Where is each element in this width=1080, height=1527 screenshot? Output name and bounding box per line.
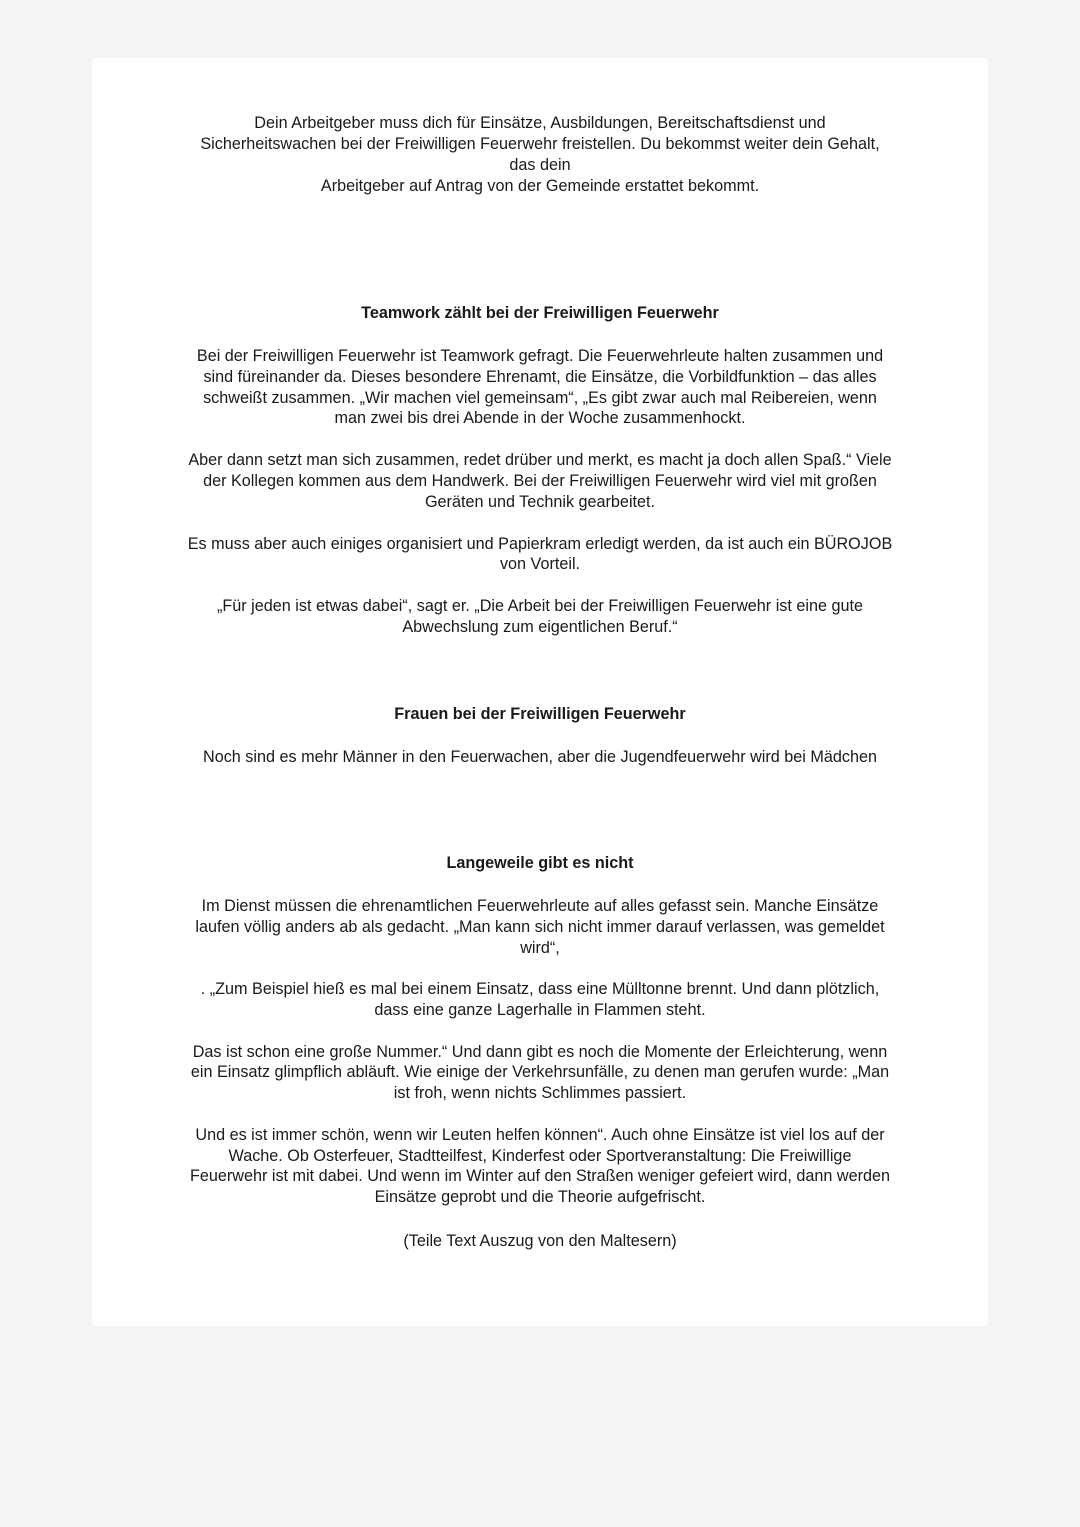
teamwork-p2-line-2: der Kollegen kommen aus dem Handwerk. Bei der Freiwilligen Feuerwehr wird viel mit großen [203,472,877,490]
intro-line-2: Sicherheitswachen bei der Freiwilligen Feuerwehr freistellen. Du bekommst weiter dein Gehalt, [200,135,880,153]
intro-line-1: Dein Arbeitgeber muss dich für Einsätze, Ausbildungen, Bereitschaftsdienst und [254,114,826,132]
teamwork-p3-line-1: Es muss aber auch einiges organisiert und Papierkram erledigt werden, da ist auch ein BÜROJOB [187,535,893,553]
langeweile-p4-line-2: Wache. Ob Osterfeuer, Stadtteilfest, Kinderfest oder Sportveranstaltung: Die Freiwillige [228,1147,852,1165]
langeweile-p2-line-2: dass eine ganze Lagerhalle in Flammen steht. [374,1001,706,1019]
intro-line-3: das dein [509,156,571,174]
teamwork-p1-line-4: man zwei bis drei Abende in der Woche zusammenhockt. [334,409,746,427]
section-heading-frauen: Frauen bei der Freiwilligen Feuerwehr [394,705,686,723]
section-heading-teamwork: Teamwork zählt bei der Freiwilligen Feuerwehr [361,304,719,322]
langeweile-p3-line-3: ist froh, wenn nichts Schlimmes passiert. [393,1084,687,1102]
langeweile-p4-line-4: Einsätze geprobt und die Theorie aufgefrischt. [374,1188,706,1206]
teamwork-p1-line-2: sind füreinander da. Dieses besondere Ehrenamt, die Einsätze, die Vorbildfunktion – das alles [203,368,877,386]
frauen-p1-line-1: Noch sind es mehr Männer in den Feuerwachen, aber die Jugendfeuerwehr wird bei Mädchen [203,748,877,766]
langeweile-p4-line-1: Und es ist immer schön, wenn wir Leuten helfen können“. Auch ohne Einsätze ist viel los auf der [195,1126,885,1144]
intro-line-4: Arbeitgeber auf Antrag von der Gemeinde erstattet bekommt. [320,177,760,195]
langeweile-p1-line-3: wird“, [520,939,560,957]
teamwork-p1-line-3: schweißt zusammen. „Wir machen viel gemeinsam“, „Es gibt zwar auch mal Reibereien, wenn [203,389,877,407]
teamwork-p1-line-1: Bei der Freiwilligen Feuerwehr ist Teamwork gefragt. Die Feuerwehrleute halten zusammen und [196,347,884,365]
document-page [92,58,988,1326]
langeweile-p1-line-1: Im Dienst müssen die ehrenamtlichen Feuerwehrleute auf alles gefasst sein. Manche Einsätze [201,897,879,915]
teamwork-p4-line-1: „Für jeden ist etwas dabei“, sagt er. „Die Arbeit bei der Freiwilligen Feuerwehr ist eine gute [216,597,863,615]
langeweile-p1-line-2: laufen völlig anders ab als gedacht. „Man kann sich nicht immer darauf verlassen, was gemeldet [195,918,885,936]
source-note: (Teile Text Auszug von den Maltesern) [403,1232,677,1250]
teamwork-p2-line-3: Geräten und Technik gearbeitet. [424,493,656,511]
langeweile-p2-line-1: . „Zum Beispiel hieß es mal bei einem Einsatz, dass eine Mülltonne brennt. Und dann plötzlich, [200,980,880,998]
teamwork-p3-line-2: von Vorteil. [499,555,581,573]
langeweile-p4-line-3: Feuerwehr ist mit dabei. Und wenn im Winter auf den Straßen weniger gefeiert wird, dann werden [190,1167,890,1185]
teamwork-p4-line-2: Abwechslung zum eigentlichen Beruf.“ [402,618,678,636]
section-heading-langeweile: Langeweile gibt es nicht [446,854,634,872]
langeweile-p3-line-2: ein Einsatz glimpflich abläuft. Wie einige der Verkehrsunfälle, zu denen man gerufen wurde: „Man [190,1063,890,1081]
teamwork-p2-line-1: Aber dann setzt man sich zusammen, redet drüber und merkt, es macht ja doch allen Spaß.“ Viele [188,451,892,469]
langeweile-p3-line-1: Das ist schon eine große Nummer.“ Und dann gibt es noch die Momente der Erleichterung, wenn [192,1043,888,1061]
